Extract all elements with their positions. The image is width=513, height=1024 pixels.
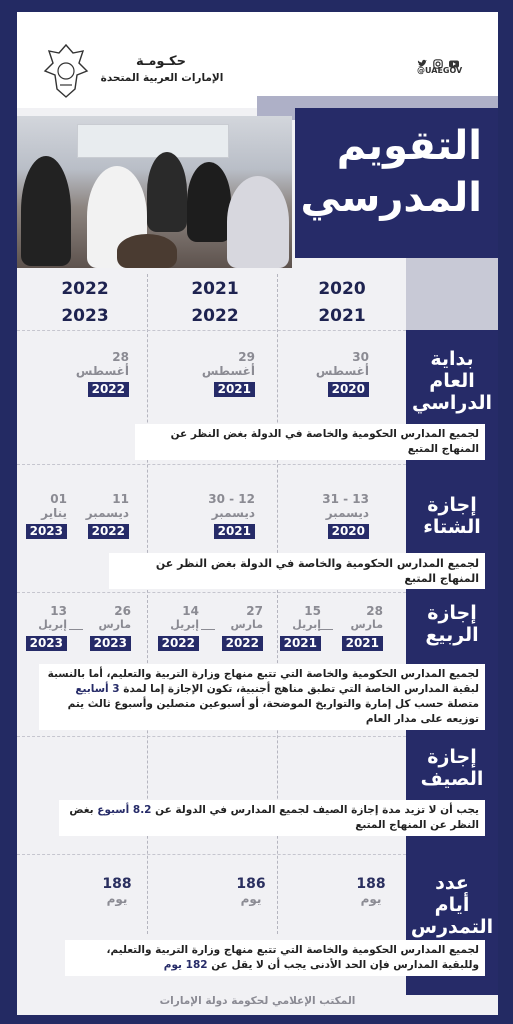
row-divider — [17, 464, 406, 465]
year-badge: 2022 — [158, 636, 199, 651]
social-handle[interactable]: @UAEGOV — [417, 66, 463, 75]
note-school-days: لجميع المدارس الحكومية والخاصة التي تتبع منهاج وزارة التربية والتعليم، وللبقية المدارس فإن الحد الأدنى يجب أن لا يقل عن 182 يوم — [65, 940, 485, 976]
days-2022: 188 يوم — [102, 876, 132, 906]
gov-name-line1: حكـومـة — [136, 54, 186, 69]
year-badge: 2021 — [214, 524, 255, 539]
header-bar — [17, 12, 498, 108]
date-spring-2022-end: 14 إبريل 2022 — [153, 604, 199, 651]
year-header-2020: 2020 2021 — [318, 279, 366, 326]
twitter-icon[interactable] — [417, 54, 427, 64]
year-badge: 2020 — [328, 524, 369, 539]
sidebar-header-block — [406, 258, 498, 330]
classroom-photo — [17, 116, 292, 268]
date-winter-2021: 12 - 30 ديسمبر 2021 — [208, 492, 255, 538]
date-spring-2022-start: 27 مارس 2022 — [215, 604, 263, 651]
label-start-of-year: بداية العام الدراسي — [412, 348, 492, 414]
label-summer-break: إجازة الصيف — [420, 746, 484, 790]
calendar-card — [17, 12, 498, 1015]
year-header-2021: 2021 2022 — [191, 279, 239, 326]
row-divider — [17, 330, 406, 331]
date-spring-2021-end: 15 إبريل 2021 — [279, 604, 321, 651]
label-spring-break: إجازة الربيع — [425, 602, 479, 646]
year-badge: 2020 — [328, 382, 369, 397]
youtube-icon[interactable] — [449, 54, 459, 64]
instagram-icon[interactable] — [433, 54, 443, 64]
title-box — [295, 108, 498, 258]
year-badge: 2023 — [90, 636, 131, 651]
year-badge: 2023 — [26, 636, 67, 651]
footer-credit: المكتب الإعلامي لحكومة دولة الإمارات — [159, 995, 356, 1007]
note-summer-break: يجب أن لا تزيد مدة إجازة الصيف لجميع المدارس في الدولة عن 8.2 أسبوع بغض النظر عن المنهاج المتبع — [59, 800, 485, 836]
row-divider — [17, 736, 406, 737]
date-spring-2021-start: 28 مارس 2021 — [335, 604, 383, 651]
date-winter-2020: 13 - 31 ديسمبر 2020 — [322, 492, 369, 538]
days-2020: 188 يوم — [356, 876, 386, 906]
row-divider — [17, 592, 406, 593]
gov-name-line2: الإمارات العربية المتحدة — [100, 72, 224, 84]
note-spring-break: لجميع المدارس الحكومية والخاصة التي تتبع منهاج وزارة التربية والتعليم، أما بالنسبة لبقية المدارس الخاصة التي تطبق مناهج أجنبية، تكون الإجازة إما لمدة 3 أسابيع متصلة حسب كل إمارة والتواريخ الموضحة، أو أسبوعين متصلين وأسبوع ثالث يتم توزيعه على مدار العام — [39, 664, 485, 730]
label-winter-break: إجازة الشتاء — [423, 494, 481, 538]
date-winter-2022-start: 11 ديسمبر 2022 — [85, 492, 129, 538]
date-start-2021: 29 أغسطس 2021 — [201, 350, 255, 396]
year-badge: 2022 — [222, 636, 263, 651]
social-icons — [417, 54, 459, 64]
uae-emblem-logo — [43, 41, 89, 101]
date-spring-2023-end: 13 إبريل 2023 — [21, 604, 67, 651]
label-school-days: عدد أيام التمدرس — [410, 872, 494, 938]
year-badge: 2021 — [280, 636, 321, 651]
page-title-line2: المدرسي — [300, 175, 482, 221]
date-winter-2023-end: 01 يناير 2023 — [17, 492, 67, 539]
year-badge: 2022 — [88, 524, 129, 539]
note-start-of-year: لجميع المدارس الحكومية والخاصة في الدولة بغض النظر عن المنهاج المتبع — [135, 424, 485, 460]
year-badge: 2021 — [342, 636, 383, 651]
year-badge: 2022 — [88, 382, 129, 397]
year-header-2022: 2022 2023 — [61, 279, 109, 326]
year-badge: 2023 — [26, 524, 67, 539]
row-divider — [17, 854, 406, 855]
year-badge: 2021 — [214, 382, 255, 397]
date-start-2022: 28 أغسطس 2022 — [75, 350, 129, 396]
page-title-line1: التقويم — [336, 123, 482, 169]
date-spring-2023-start: 26 مارس 2023 — [83, 604, 131, 651]
days-2021: 186 يوم — [236, 876, 266, 906]
date-start-2020: 30 أغسطس 2020 — [315, 350, 369, 396]
note-winter-break: لجميع المدارس الحكومية والخاصة في الدولة بغض النظر عن المنهاج المتبع — [109, 553, 485, 589]
